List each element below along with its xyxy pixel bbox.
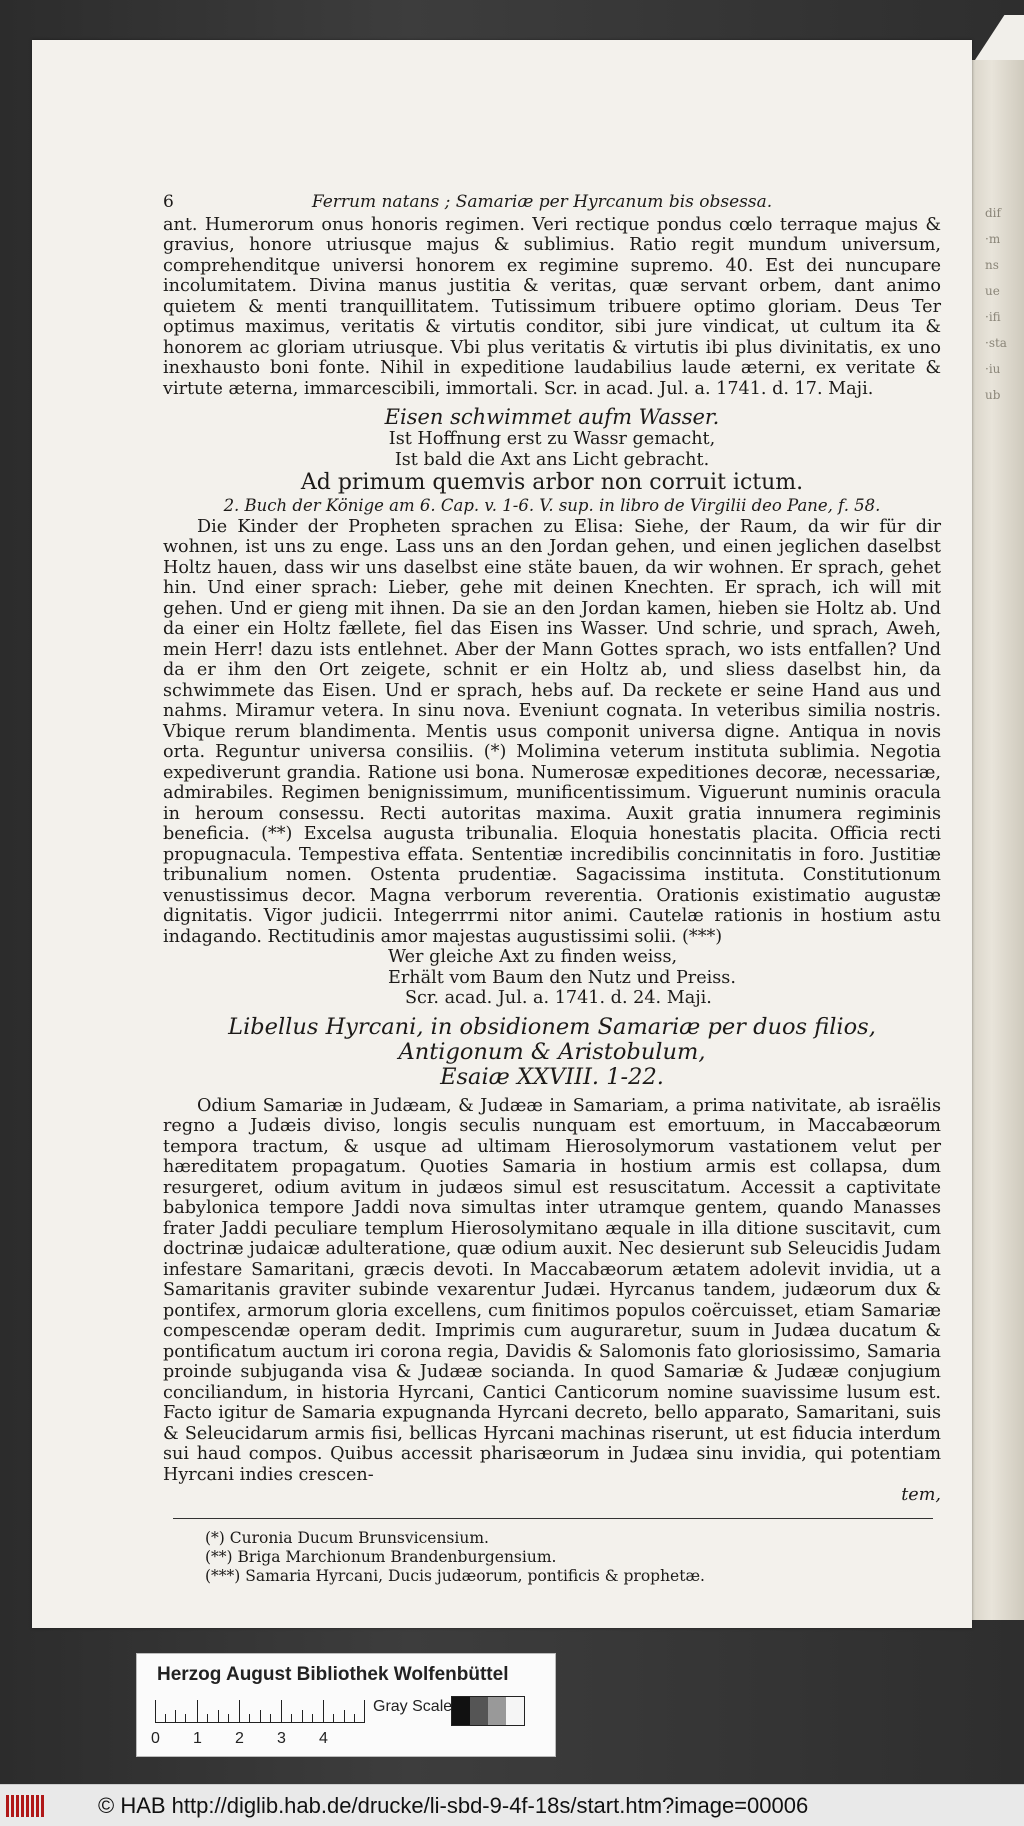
footer-url[interactable]: © HAB http://diglib.hab.de/drucke/li-sbd-9-4f-18s/start.htm?image=00006 — [98, 1793, 809, 1818]
paragraph-1: ant. Humerorum onus honoris regimen. Veri rectique pondus cœlo terraque majus & gravius, honore utriusque majus & sublimius. Ratio regit mundum universum, comprehenditque universi honorem ex regimine supremo. 40. Est dei nuncupare incolumitatem. Divina manus justitia & veritas, quæ servant orbem, dant animo quietem & menti tranquillitatem. Tutissimum tribuere optimo gloriam. Deus Ter optimus maximus, veritatis & virtutis conditor, sibi jure vindicat, ut cultum ita & honorem ac gloriam utriusque. Vbi plus veritatis & virtutis ibi plus divinitatis, ex uno inexhausto boni fonte. Nihil in expeditione laudabilius laude æterni, ex veritate & virtute æterna, immarcescibili, immortali. Scr. in acad. Jul. a. 1741. d. 17. Maji. — [163, 214, 941, 399]
library-name: Herzog August Bibliothek Wolfenbüttel — [157, 1664, 509, 1685]
scale-number-4: 4 — [319, 1730, 328, 1747]
scale-number-3: 3 — [277, 1730, 286, 1747]
library-label-card — [136, 1653, 556, 1757]
footnote-2: (**) Briga Marchionum Brandenburgensium. — [205, 1547, 557, 1566]
footnote-rule — [173, 1518, 933, 1519]
bleed-through-margin: dif ·m ns ue ·ifi ·sta ·iu ub — [985, 206, 1007, 402]
footer-bar — [0, 1784, 1024, 1826]
page-number: 6 — [163, 192, 174, 212]
running-title: Ferrum natans ; Samariæ per Hyrcanum bis obsessa. — [311, 192, 773, 212]
ruler-scale — [155, 1700, 365, 1723]
paragraph-2: Die Kinder der Propheten sprachen zu Elisa: Siehe, der Raum, da wir für dir wohnen, ist uns zu enge. Lass uns an den Jordan gehen, und einen jeglichen daselbst Holtz hauen, dass wir uns daselbst eine stäte bauen, da wir wohnen. Er sprach, gehet hin. Und einer sprach: Lieber, gehe mit deinen Knechten. Er sprach, ich will mit gehen. Und er gieng mit ihnen. Da sie an den Jordan kamen, hieben sie Holtz ab. Und da einer ein Holtz fællete, fiel das Eisen ins Wasser. Und schrie, und sprach, Aweh, mein Herr! dazu ists entlehnet. Aber der Mann Gottes sprach, wo ists entfallen? Und da er ihm den Ort zeigete, schnit er ein Holtz ab, und sliess daselbst hin, da schwimmete das Eisen. Und er sprach, hebs auf. Da reckete er seine Hand aus und nahms. Miramur vetera. In sinu nova. Eveniunt cognata. In veteribus similia nostris. Vbique rerum blandimenta. Mentis usus componit universa digne. Antiqua in novis orta. Reguntur universa consiliis. (*) Molimina veterum instituta sublimia. Negotia expediverunt grandia. Ratione usi bona. Numerosæ expeditiones decoræ, necessariæ, admirabiles. Regimen benignissimum, munificentissimum. Viguerunt numinis oracula in heroum consessu. Recti autoritas maxima. Auxit gratia innumera regiminis beneficia. (**) Excelsa augusta tribunalia. Eloquia honestatis placita. Officia recti propugnacula. Tempestiva effata. Sententiæ incredibilis concinnitatis in foro. Justitiæ tribunalium nomen. Ostenta prudentiæ. Sagacissima instituta. Constitutionum venustissimus decor. Magna verborum reverentia. Orationis existimatio augustæ dignitatis. Vigor judicii. Integerrrmi nitor animi. Cautelæ rationis in hostium astu indagando. Rectitudinis amor majestas augustissimi solii. (***) — [163, 516, 941, 947]
scale-number-1: 1 — [193, 1730, 202, 1747]
verse-1-line-2: Ist bald die Axt ans Licht gebracht. — [394, 449, 710, 470]
hab-logo-icon — [6, 1795, 46, 1817]
paragraph-3: Odium Samariæ in Judæam, & Judææ in Samariam, a prima nativitate, ab israëlis regno a Judæis diviso, longis seculis nunquam est emortuum, in Maccabæorum tempora tractum, & usque ad ultimam Hierosolymorum vastationem velut per hæreditatem propagatum. Quoties Samaria in hostium armis est collapsa, dum resurgeret, odium avitum in judæos simul est resuscitatum. Accessit a captivitate babylonica tempore Jaddi nova simultas inter utramque gentem, quando Manasses frater Jaddi peculiare templum Hierosolymitano æquale in illa ditione suscitavit, cum doctrinæ judaicæ adulteratione, quæ odium auxit. Nec desierunt sub Seleucidis Judam infestare Samaritani, græcis devoti. In Maccabæorum ætatem adolevit invidia, ut a Samaritanis graviter subinde vexarentur Judæi. Hyrcanus tandem, judæorum dux & pontifex, armorum gloria excellens, cum finitimos populos coërcuisset, etiam Samariæ compescendæ operam dedit. Imprimis cum auguraretur, suum in Judæa ducatum & pontificatum auctum iri corona regia, Davidis & Salomonis fato gloriosissimo, Samaria proinde subjuganda visa & Judææ socianda. In quod Samariæ & Judææ conjugium conciliandum, in historia Hyrcani, Cantici Canticorum nomine suavissime lusum est. Facto igitur de Samaria expugnanda Hyrcani decreto, bello apparato, Samaritani, suis & Seleucidarum armis fisi, bellicas Hyrcani machinas riserunt, ut est fiducia interdum sui haud compos. Quibus accessit pharisæorum in Judæa sinu invidia, qui potentiam Hyrcani indies crescen- — [163, 1095, 941, 1485]
verse-2-line-1: Wer gleiche Axt zu finden weiss, — [388, 947, 678, 967]
libellus-title-line-1: Libellus Hyrcani, in obsidionem Samariæ per duos filios, Antigonum & Aristobulum, — [228, 1013, 876, 1065]
section-title-arbor: Ad primum quemvis arbor non corruit ictum. — [300, 470, 804, 495]
scr-date: Scr. acad. Jul. a. 1741. d. 24. Maji. — [405, 988, 712, 1008]
verse-2-line-2: Erhält vom Baum den Nutz und Preiss. — [388, 967, 736, 988]
catchword: tem, — [901, 1485, 941, 1505]
page-content — [163, 192, 941, 1586]
verse-1-line-1: Ist Hoffnung erst zu Wassr gemacht, — [388, 429, 716, 449]
section-title-eisen: Eisen schwimmet aufm Wasser. — [384, 405, 720, 429]
gray-scale-bar — [451, 1696, 525, 1726]
book-reference: 2. Buch der Könige am 6. Cap. v. 1-6. V. sup. in libro de Virgilii deo Pane, f. 58. — [223, 496, 881, 515]
scale-number-2: 2 — [235, 1730, 244, 1747]
footnote-1: (*) Curonia Ducum Brunsvicensium. — [205, 1528, 489, 1547]
page-header — [163, 192, 941, 213]
footnote-3: (***) Samaria Hyrcani, Ducis judæorum, pontificis & prophetæ. — [205, 1566, 705, 1585]
libellus-title-line-2: Esaiæ XXVIII. 1-22. — [440, 1063, 664, 1090]
scale-number-0: 0 — [151, 1730, 160, 1747]
gray-scale-label: Gray Scale — [373, 1698, 453, 1715]
